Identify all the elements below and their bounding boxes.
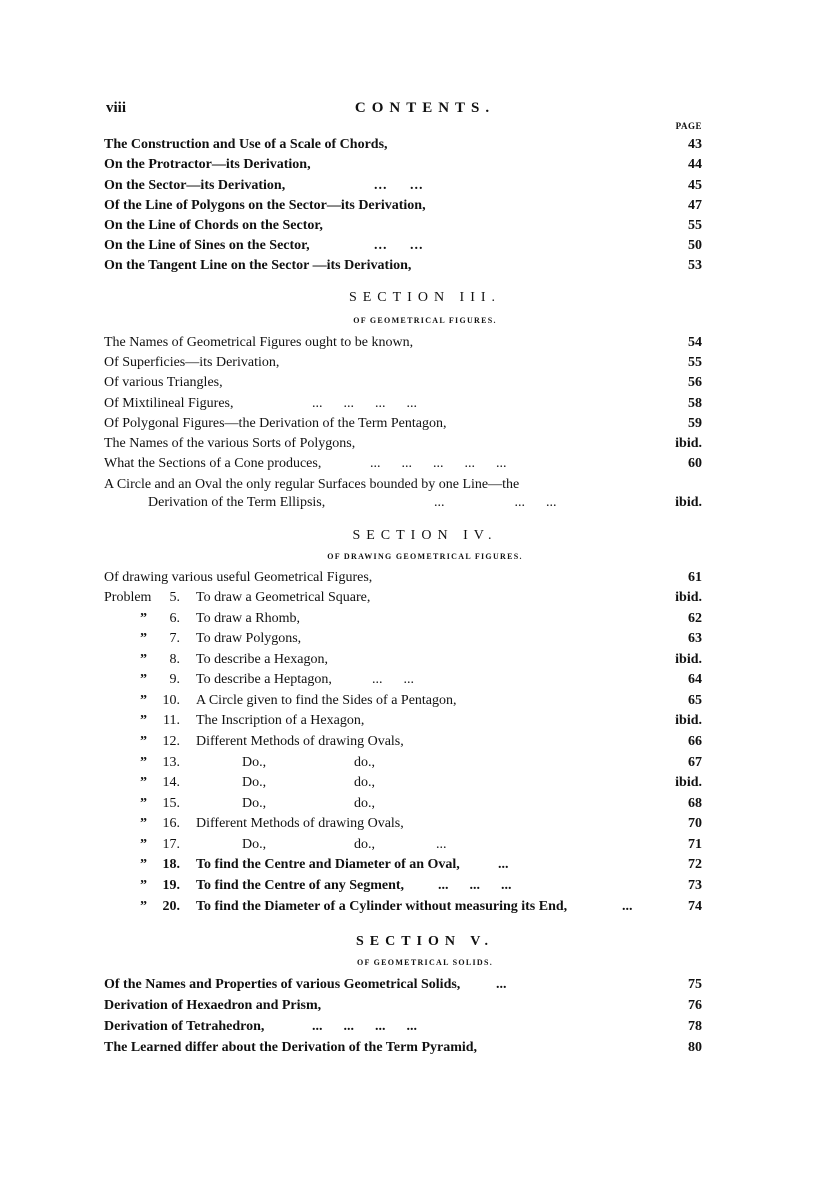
problem-entry — [104, 877, 702, 897]
ditto-mark: ” — [140, 672, 147, 687]
page-number: viii — [106, 100, 127, 116]
entry-title: Of various Triangles, — [104, 375, 223, 390]
problem-entry — [104, 795, 702, 815]
entry-title: The Construction and Use of a Scale of Chords, — [104, 137, 388, 152]
problem-entry — [104, 733, 702, 753]
problem-entry — [104, 589, 702, 609]
problem-number: 9. — [169, 672, 180, 687]
problem-entry — [104, 671, 702, 691]
problem-number: 11. — [163, 713, 180, 728]
section-heading: SECTION V. — [355, 934, 495, 949]
entry-page: ibid. — [675, 436, 702, 451]
entry-page: 71 — [688, 837, 702, 852]
entry-page: 78 — [688, 1019, 702, 1034]
entry-title: Of Superficies—its Derivation, — [104, 355, 280, 370]
entry-title: The Names of Geometrical Figures ought to be known, — [104, 335, 414, 350]
section-subheading: OF GEOMETRICAL FIGURES. — [353, 316, 497, 325]
toc-entry — [104, 156, 702, 176]
entry-page: 68 — [688, 796, 702, 811]
entry-title: Derivation of Tetrahedron, — [104, 1019, 265, 1034]
problem-ditto: Do., — [242, 837, 267, 852]
problem-entry — [104, 630, 702, 650]
problem-entry — [104, 836, 702, 856]
entry-page: 75 — [688, 977, 702, 992]
problem-number: 6. — [169, 611, 180, 626]
entry-page: 62 — [688, 611, 702, 626]
section-heading: SECTION IV. — [352, 528, 498, 543]
problem-number: 5. — [169, 590, 180, 605]
problem-entry — [104, 815, 702, 835]
entry-leader: ... ... ... ... — [312, 396, 417, 411]
entry-leader: ... ... — [372, 672, 414, 687]
entry-page: 60 — [688, 456, 702, 471]
problem-label: Problem — [104, 590, 152, 605]
problem-entry — [104, 610, 702, 630]
problem-number: 8. — [169, 652, 180, 667]
problem-number: 20. — [162, 899, 180, 914]
ditto-mark: ” — [140, 693, 147, 708]
problem-title: To draw a Geometrical Square, — [196, 590, 371, 605]
entry-page: 66 — [688, 734, 702, 749]
entry-page: 47 — [688, 198, 702, 213]
problem-entry — [104, 774, 702, 794]
entry-title: On the Sector—its Derivation, — [104, 178, 286, 193]
toc-entry — [104, 435, 702, 455]
toc-entry — [104, 237, 702, 257]
page-column-label: PAGE — [675, 121, 702, 131]
toc-entry — [104, 976, 702, 996]
problem-number: 13. — [162, 755, 180, 770]
problem-title: The Inscription of a Hexagon, — [196, 713, 365, 728]
entry-leader: ... ... ... ... — [312, 1019, 417, 1034]
ditto-mark: ” — [140, 816, 147, 831]
entry-page: ibid. — [675, 495, 702, 510]
problem-ditto: do., — [354, 837, 375, 852]
entry-page: 70 — [688, 816, 702, 831]
problem-entry — [104, 712, 702, 732]
running-title: CONTENTS. — [354, 100, 496, 116]
problem-entry — [104, 651, 702, 671]
problem-title: To find the Diameter of a Cylinder without measuring its End, — [196, 899, 568, 914]
problem-number: 15. — [162, 796, 180, 811]
problem-entry — [104, 856, 702, 876]
entry-leader: ... ... ... — [434, 495, 557, 510]
toc-entry — [104, 257, 702, 277]
toc-entry — [104, 374, 702, 394]
ditto-mark: ” — [140, 631, 147, 646]
ditto-mark: ” — [140, 878, 147, 893]
problem-number: 12. — [162, 734, 180, 749]
entry-page: 54 — [688, 335, 702, 350]
entry-page: 63 — [688, 631, 702, 646]
problem-number: 19. — [162, 878, 180, 893]
entry-title: The Learned differ about the Derivation of the Term Pyramid, — [104, 1040, 478, 1055]
problem-ditto: Do., — [242, 775, 267, 790]
toc-entry — [104, 1018, 702, 1038]
toc-entry — [104, 415, 702, 435]
ditto-mark: ” — [140, 734, 147, 749]
toc-entry — [104, 217, 702, 237]
entry-leader: ... ... — [374, 238, 424, 253]
entry-page: 67 — [688, 755, 702, 770]
entry-page: 50 — [688, 238, 702, 253]
problem-entry — [104, 754, 702, 774]
entry-page: 61 — [688, 570, 702, 585]
entry-title: On the Protractor—its Derivation, — [104, 157, 311, 172]
problem-entry — [104, 898, 702, 918]
problem-title: A Circle given to find the Sides of a Pentagon, — [196, 693, 457, 708]
problem-title: Different Methods of drawing Ovals, — [196, 816, 404, 831]
entry-page: 45 — [688, 178, 702, 193]
toc-entry — [104, 334, 702, 354]
problem-number: 10. — [162, 693, 180, 708]
toc-entry — [104, 455, 702, 475]
entry-title: Of Polygonal Figures—the Derivation of the Term Pentagon, — [104, 416, 447, 431]
entry-leader: ... — [498, 857, 509, 872]
toc-entry — [104, 354, 702, 374]
toc-entry — [104, 136, 702, 156]
entry-title-line2: Derivation of the Term Ellipsis, ... ... ... — [148, 495, 557, 510]
problem-ditto: do., — [354, 775, 375, 790]
entry-title: Of Mixtilineal Figures, — [104, 396, 234, 411]
entry-title-line1: A Circle and an Oval the only regular Surfaces bounded by one Line—the — [104, 477, 520, 492]
entry-page: 44 — [688, 157, 702, 172]
problem-title: To draw Polygons, — [196, 631, 302, 646]
problem-ditto: do., — [354, 755, 375, 770]
problem-title: Different Methods of drawing Ovals, — [196, 734, 404, 749]
ditto-mark: ” — [140, 755, 147, 770]
ditto-mark: ” — [140, 899, 147, 914]
entry-title: On the Line of Chords on the Sector, — [104, 218, 323, 233]
entry-page: 76 — [688, 998, 702, 1013]
section-heading: SECTION III. — [348, 290, 502, 305]
ditto-mark: ” — [140, 857, 147, 872]
entry-page: 59 — [688, 416, 702, 431]
entry-page: 73 — [688, 878, 702, 893]
problem-number: 14. — [162, 775, 180, 790]
entry-title: Of the Line of Polygons on the Sector—its Derivation, — [104, 198, 426, 213]
entry-page: 64 — [688, 672, 702, 687]
toc-entry — [104, 197, 702, 217]
section-subheading: OF DRAWING GEOMETRICAL FIGURES. — [327, 552, 523, 561]
problem-title: To draw a Rhomb, — [196, 611, 301, 626]
entry-title: What the Sections of a Cone produces, — [104, 456, 322, 471]
entry-page: 55 — [688, 355, 702, 370]
problem-title: To describe a Hexagon, — [196, 652, 328, 667]
problem-number: 7. — [169, 631, 180, 646]
problem-title: To find the Centre of any Segment, — [196, 878, 405, 893]
toc-entry — [104, 997, 702, 1017]
entry-page: 72 — [688, 857, 702, 872]
problem-ditto: Do., — [242, 755, 267, 770]
entry-leader: ... — [622, 899, 633, 914]
entry-leader: ... ... — [374, 178, 424, 193]
problem-number: 16. — [162, 816, 180, 831]
entry-title: The Names of the various Sorts of Polygons, — [104, 436, 356, 451]
section-subheading: OF GEOMETRICAL SOLIDS. — [356, 958, 494, 967]
entry-page: 55 — [688, 218, 702, 233]
entry-title: Of drawing various useful Geometrical Figures, — [104, 570, 373, 585]
ditto-mark: ” — [140, 775, 147, 790]
entry-leader: ... — [496, 977, 507, 992]
entry-title: Of the Names and Properties of various Geometrical Solids, — [104, 977, 461, 992]
entry-leader: ... — [436, 837, 447, 852]
entry-leader: ... ... ... — [438, 878, 512, 893]
ditto-mark: ” — [140, 652, 147, 667]
problem-number: 17. — [162, 837, 180, 852]
ditto-mark: ” — [140, 611, 147, 626]
entry-title: Derivation of Hexaedron and Prism, — [104, 998, 322, 1013]
entry-page: 43 — [688, 137, 702, 152]
problem-ditto: Do., — [242, 796, 267, 811]
toc-entry — [104, 395, 702, 415]
entry-page: 74 — [688, 899, 702, 914]
problem-ditto: do., — [354, 796, 375, 811]
problem-title: To find the Centre and Diameter of an Oval, — [196, 857, 460, 872]
entry-page: 53 — [688, 258, 702, 273]
entry-page: ibid. — [675, 713, 702, 728]
entry-page: ibid. — [675, 775, 702, 790]
entry-page: 65 — [688, 693, 702, 708]
problem-number: 18. — [162, 857, 180, 872]
entry-page: ibid. — [675, 652, 702, 667]
problem-title: To describe a Heptagon, — [196, 672, 332, 687]
entry-page: 56 — [688, 375, 702, 390]
toc-entry — [104, 177, 702, 197]
entry-title: On the Line of Sines on the Sector, — [104, 238, 310, 253]
entry-page: 80 — [688, 1040, 702, 1055]
entry-title: On the Tangent Line on the Sector —its Derivation, — [104, 258, 412, 273]
toc-entry — [104, 569, 702, 589]
toc-entry — [104, 1039, 702, 1059]
toc-entry-multiline — [104, 476, 702, 512]
ditto-mark: ” — [140, 796, 147, 811]
ditto-mark: ” — [140, 837, 147, 852]
entry-page: 58 — [688, 396, 702, 411]
entry-page: ibid. — [675, 590, 702, 605]
ditto-mark: ” — [140, 713, 147, 728]
entry-leader: ... ... ... ... ... — [370, 456, 507, 471]
problem-entry — [104, 692, 702, 712]
